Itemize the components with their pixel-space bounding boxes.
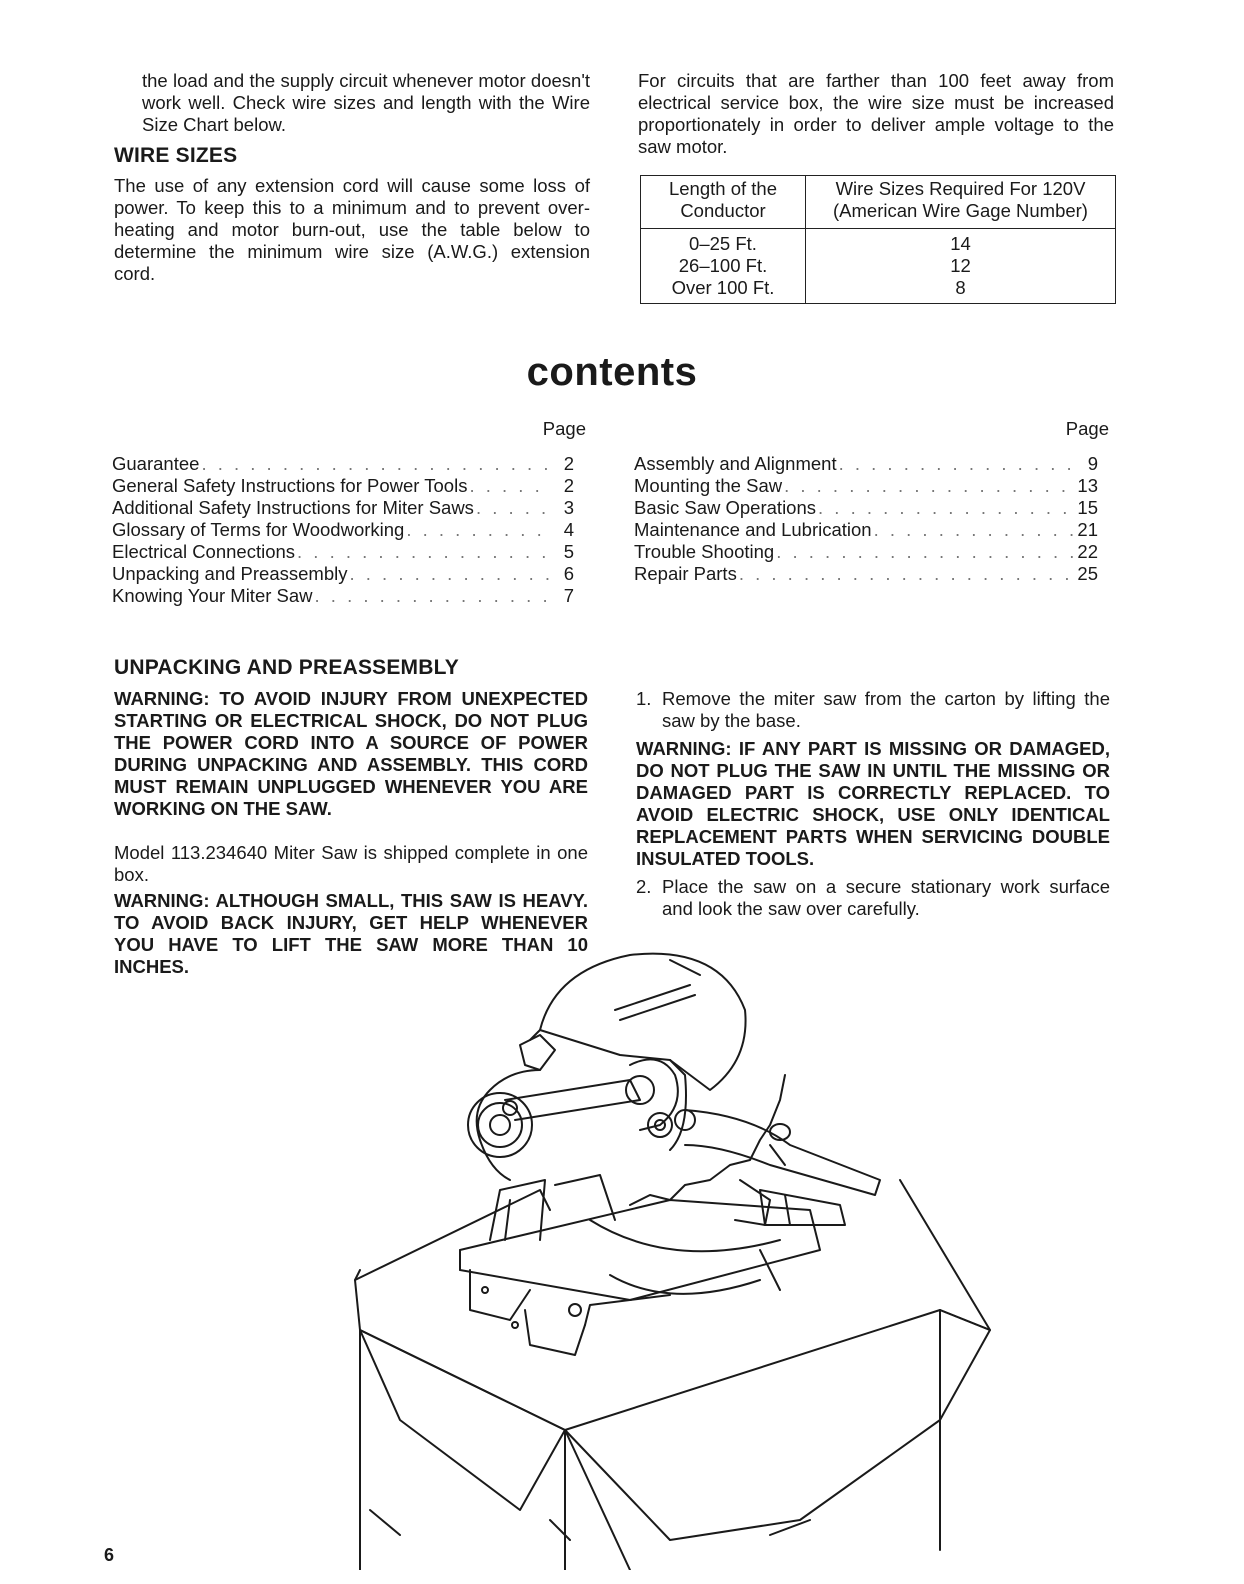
toc-left-column xyxy=(112,453,574,607)
model-shipped-paragraph: Model 113.234640 Miter Saw is shipped complete in one box. xyxy=(114,842,588,885)
toc-entry-page: 2 xyxy=(563,453,574,474)
wire-table-body-row xyxy=(641,229,1116,304)
toc-entry-label: Assembly and Alignment xyxy=(634,453,837,474)
toc-entry-page: 7 xyxy=(563,585,574,606)
toc-entry-label: General Safety Instructions for Power Tools xyxy=(112,475,468,496)
toc-entry-page: 3 xyxy=(563,497,574,518)
saw-fence xyxy=(490,1175,615,1240)
step-2-text: Place the saw on a secure stationary work surface and look the saw over carefully. xyxy=(662,876,1110,919)
toc-entry[interactable] xyxy=(112,453,574,475)
top-right-column xyxy=(638,70,1114,158)
miter-lock-handle xyxy=(735,1180,845,1225)
toc-entry[interactable] xyxy=(634,519,1098,541)
toc-entry-label: Trouble Shooting xyxy=(634,541,775,562)
toc-entry[interactable] xyxy=(112,475,574,497)
toc-leader-dots xyxy=(874,519,1074,541)
wire-table-header-row xyxy=(641,176,1116,229)
toc-leader-dots xyxy=(784,475,1074,497)
toc-leader-dots xyxy=(201,453,550,475)
toc-entry[interactable] xyxy=(112,519,574,541)
wire-table-length-2: Over 100 Ft. xyxy=(671,277,775,298)
toc-entry-page: 2 xyxy=(563,475,574,496)
wire-table-gage-1: 12 xyxy=(950,255,971,276)
toc-leader-dots xyxy=(469,475,550,497)
wire-table-length-0: 0–25 Ft. xyxy=(689,233,757,254)
toc-entry-page: 25 xyxy=(1077,563,1098,584)
toc-entry-label: Additional Safety Instructions for Miter Saws xyxy=(112,497,474,518)
toc-entry-page: 4 xyxy=(563,519,574,540)
toc-entry[interactable] xyxy=(634,475,1098,497)
toc-leader-dots xyxy=(350,563,551,585)
toc-entry[interactable] xyxy=(112,585,574,607)
step-1 xyxy=(636,688,1110,732)
wire-sizes-paragraph: The use of any extension cord will cause some loss of power. To keep this to a minimum and to prevent over-heating and motor burn-out, use the table below to determine the minimum wire size (A.W.G.) extension cord. xyxy=(114,175,590,284)
toc-entry[interactable] xyxy=(634,563,1098,585)
wire-table-gage-2: 8 xyxy=(955,277,966,298)
toc-entry[interactable] xyxy=(112,563,574,585)
toc-entry[interactable] xyxy=(112,497,574,519)
toc-entry-label: Guarantee xyxy=(112,453,200,474)
toc-entry-page: 6 xyxy=(563,563,574,584)
missing-parts-warning: WARNING: IF ANY PART IS MISSING OR DAMAGED, DO NOT PLUG THE SAW IN UNTIL THE MISSING OR DAMAGED PART IS CORRECTLY REPLACED. TO AVOID ELECTRIC SHOCK, USE ONLY IDENTICAL REPLACEMENT PARTS WHEN SERVICING DOUBLE INSULATED TOOLS. xyxy=(636,738,1110,869)
toc-leader-dots xyxy=(739,563,1074,585)
toc-entry-label: Maintenance and Lubrication xyxy=(634,519,872,540)
contents-title: contents xyxy=(526,350,698,394)
toc-entry-page: 21 xyxy=(1077,519,1098,540)
toc-entry[interactable] xyxy=(634,497,1098,519)
wire-table-header-gage: Wire Sizes Required For 120V (American Wire Gage Number) xyxy=(806,176,1116,229)
toc-entry-label: Mounting the Saw xyxy=(634,475,783,496)
top-left-column xyxy=(114,70,590,285)
toc-leader-dots xyxy=(315,585,550,607)
carton-box xyxy=(355,1180,990,1570)
wire-table-header-length: Length of the Conductor xyxy=(641,176,806,229)
circuits-paragraph: For circuits that are farther than 100 feet away from electrical service box, the wire size must be increased proportionately in order to deliver ample voltage to the saw motor. xyxy=(638,70,1114,157)
unpacking-heading: UNPACKING AND PREASSEMBLY xyxy=(114,656,459,679)
toc-entry-label: Repair Parts xyxy=(634,563,737,584)
intro-paragraph: the load and the supply circuit whenever motor doesn't work well. Check wire sizes and length with the Wire Size Chart below. xyxy=(142,70,590,135)
toc-entry-page: 22 xyxy=(1077,541,1098,562)
wire-table-length-1: 26–100 Ft. xyxy=(678,255,768,276)
toc-entry-page: 15 xyxy=(1077,497,1098,518)
toc-entry[interactable] xyxy=(634,541,1098,563)
toc-entry-label: Glossary of Terms for Woodworking xyxy=(112,519,405,540)
step-1-number: 1. xyxy=(636,688,652,709)
wire-table-gage-cell xyxy=(806,229,1116,304)
toc-leader-dots xyxy=(406,519,550,541)
toc-entry-label: Basic Saw Operations xyxy=(634,497,817,518)
toc-entry[interactable] xyxy=(112,541,574,563)
toc-entry[interactable] xyxy=(634,453,1098,475)
miter-saw-on-carton-illustration xyxy=(340,950,1020,1570)
unpacking-left-column xyxy=(114,688,588,978)
toc-left-page-header: Page xyxy=(542,418,586,439)
unpacking-warning-shock: WARNING: TO AVOID INJURY FROM UNEXPECTED STARTING OR ELECTRICAL SHOCK, DO NOT PLUG THE POWER CORD INTO A SOURCE OF POWER DURING UNPACKING AND ASSEMBLY. THIS CORD MUST REMAIN UNPLUGGED WHENEVER YOU ARE WORKING ON THE SAW. xyxy=(114,688,588,819)
toc-entry-page: 13 xyxy=(1077,475,1098,496)
wire-table-gage-0: 14 xyxy=(950,233,971,254)
toc-entry-label: Knowing Your Miter Saw xyxy=(112,585,313,606)
toc-entry-label: Electrical Connections xyxy=(112,541,296,562)
toc-right-column xyxy=(634,453,1098,585)
toc-entry-label: Unpacking and Preassembly xyxy=(112,563,348,584)
toc-entry-page: 9 xyxy=(1087,453,1098,474)
unpacking-warning-heavy: WARNING: ALTHOUGH SMALL, THIS SAW IS HEAVY. TO AVOID BACK INJURY, GET HELP WHENEVER YOU HAVE TO LIFT THE SAW MORE THAN 10 INCHES. xyxy=(114,890,588,977)
page-number: 6 xyxy=(104,1545,115,1565)
step-1-text: Remove the miter saw from the carton by lifting the saw by the base. xyxy=(662,688,1110,731)
toc-right-page-header: Page xyxy=(1065,418,1109,439)
toc-leader-dots xyxy=(297,541,550,563)
toc-entry-page: 5 xyxy=(563,541,574,562)
toc-leader-dots xyxy=(776,541,1074,563)
toc-leader-dots xyxy=(839,453,1074,475)
toc-leader-dots xyxy=(476,497,550,519)
wire-table-length-cell xyxy=(641,229,806,304)
wire-sizes-heading: WIRE SIZES xyxy=(114,144,238,167)
wire-size-table xyxy=(640,175,1116,304)
step-2-number: 2. xyxy=(636,876,652,897)
unpacking-right-column xyxy=(636,688,1110,920)
toc-leader-dots xyxy=(818,497,1074,519)
step-2 xyxy=(636,876,1110,920)
